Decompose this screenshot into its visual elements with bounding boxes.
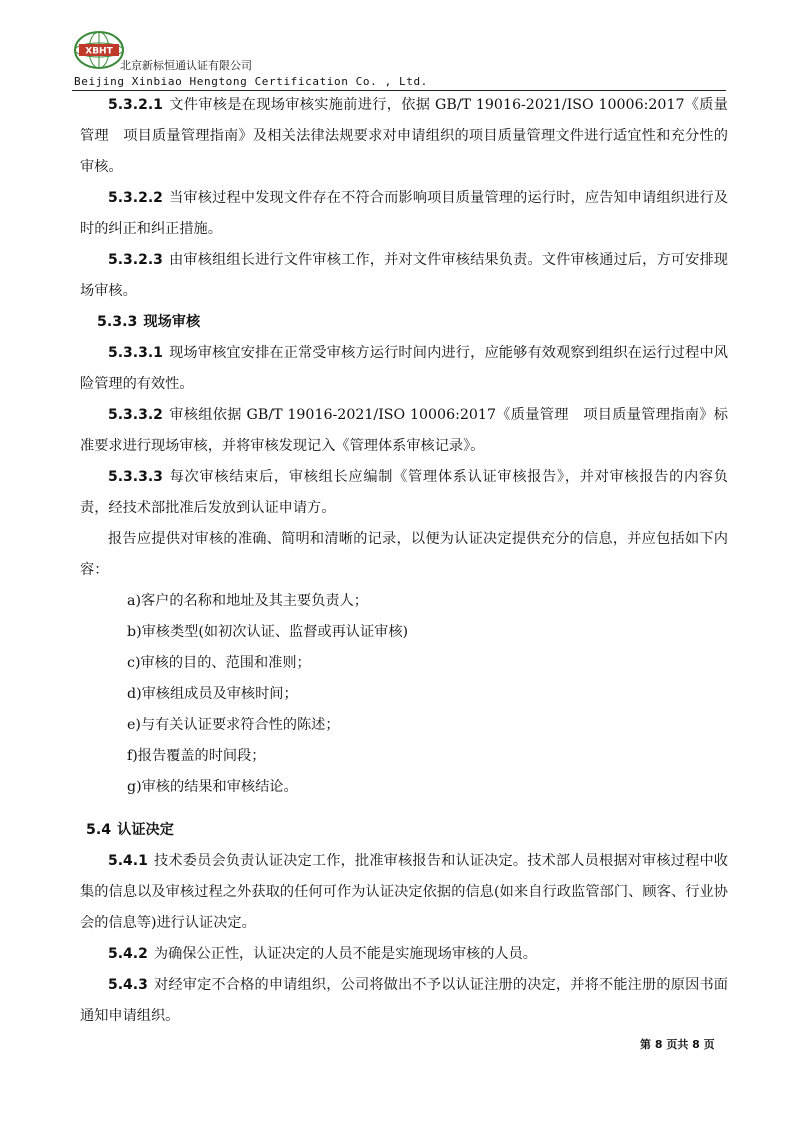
heading-5-4 [80, 815, 728, 846]
list-item: b)审核类型(如初次认证、监督或再认证审核) [127, 624, 409, 640]
clause-number: 5.3.2.3 [108, 252, 163, 268]
company-name-cn: 北京新标恒通认证有限公司 [120, 59, 252, 72]
clause-number: 5.4.3 [108, 977, 148, 993]
clause-number: 5.3.2.1 [108, 97, 163, 113]
clause-text: 对经审定不合格的申请组织，公司将做出不予以认证注册的决定，并将不能注册的原因书面通知申请组织。 [80, 977, 728, 1024]
list-item: e)与有关认证要求符合性的陈述； [127, 717, 340, 733]
clause-5-3-2-2 [80, 183, 728, 245]
clause-number: 5.4.1 [108, 853, 148, 869]
logo-text: XBHT [85, 46, 113, 57]
clause-text: 现场审核宜安排在正常受审核方运行时间内进行，应能够有效观察到组织在运行过程中风险管理的有效性。 [80, 345, 728, 392]
clause-text: 技术委员会负责认证决定工作，批准审核报告和认证决定。技术部人员根据对审核过程中收集的信息以及审核过程之外获取的任何可作为认证决定依据的信息(如来自行政监管部门、顾客、行业协会的信息等)进行认证决定。 [80, 853, 728, 931]
heading-title: 认证决定 [117, 822, 174, 838]
clause-text: 每次审核结束后，审核组长应编制《管理体系认证审核报告》，并对审核报告的内容负责，经技术部批准后发放到认证申请方。 [80, 469, 728, 516]
clause-5-3-2-3 [80, 245, 728, 307]
list-item: d)审核组成员及审核时间； [127, 686, 298, 702]
list-item: c)审核的目的、范围和准则； [127, 655, 311, 671]
clause-5-4-1 [80, 846, 728, 939]
heading-5-3-3 [80, 307, 728, 338]
clause-5-3-2-1 [80, 90, 728, 183]
page-number: 第 8 页共 8 页 [640, 1038, 715, 1051]
clause-number: 5.3.3.1 [108, 345, 163, 361]
clause-text: 审核组依据 GB/T 19016-2021/ISO 10006:2017《质量管理 项目质量管理指南》标准要求进行现场审核，并将审核发现记入《管理体系审核记录》。 [80, 407, 728, 454]
clause-5-3-3-2 [80, 400, 728, 462]
clause-text: 当审核过程中发现文件存在不符合而影响项目质量管理的运行时，应告知申请组织进行及时的纠正和纠正措施。 [80, 190, 728, 237]
clause-number: 5.3.3.3 [108, 469, 163, 485]
clause-number: 5.3.2.2 [108, 190, 163, 206]
clause-number: 5.3.3.2 [108, 407, 163, 423]
clause-text: 文件审核是在现场审核实施前进行，依据 GB/T 19016-2021/ISO 10006:2017《质量管理 项目质量管理指南》及相关法律法规要求对申请组织的项目质量管理文件进行适宜性和充分性的审核。 [80, 97, 728, 175]
heading-title: 现场审核 [143, 314, 201, 330]
list-item: g)审核的结果和审核结论。 [127, 779, 298, 795]
heading-number: 5.4 [86, 822, 112, 838]
report-contents-list [80, 586, 728, 803]
clause-5-3-3-3 [80, 462, 728, 524]
heading-number: 5.3.3 [97, 314, 138, 330]
clause-text: 由审核组组长进行文件审核工作，并对文件审核结果负责。文件审核通过后，方可安排现场审核。 [80, 252, 728, 299]
company-logo [73, 30, 125, 70]
document-body [80, 90, 728, 1032]
clause-5-4-3 [80, 970, 728, 1032]
list-item: f)报告覆盖的时间段； [127, 748, 266, 764]
clause-number: 5.4.2 [108, 946, 148, 962]
list-item: a)客户的名称和地址及其主要负责人； [127, 593, 368, 609]
company-name-en: Beijing Xinbiao Hengtong Certification Co. , Ltd. [74, 75, 428, 88]
report-paragraph: 报告应提供对审核的准确、简明和清晰的记录，以便为认证决定提供充分的信息，并应包括如下内容： [80, 531, 728, 578]
clause-5-3-3-1 [80, 338, 728, 400]
clause-5-4-2 [80, 939, 728, 970]
clause-text: 为确保公正性，认证决定的人员不能是实施现场审核的人员。 [153, 946, 537, 962]
